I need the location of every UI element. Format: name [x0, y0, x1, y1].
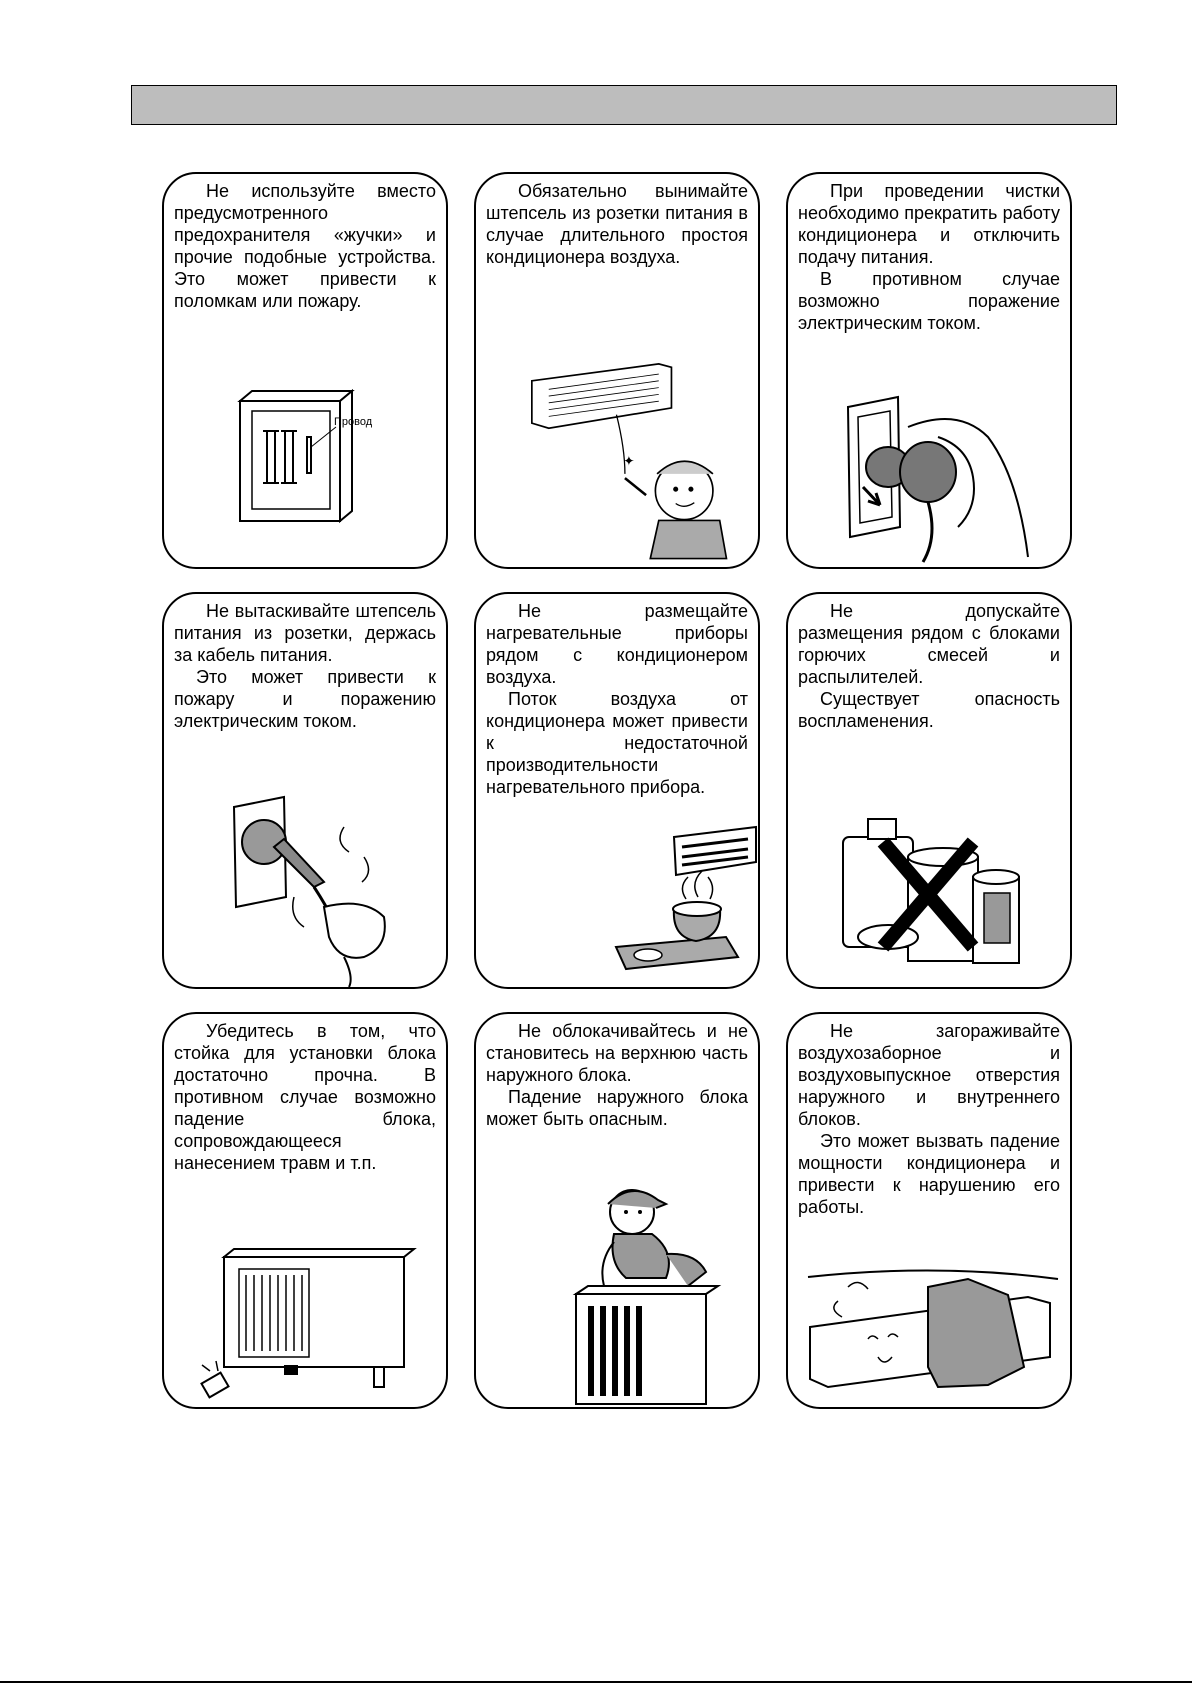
warning-card-cleaning — [786, 172, 1072, 569]
warning-card-unplug-idle — [474, 172, 760, 569]
warning-card-blocking — [786, 1012, 1072, 1409]
child-on-outdoor-unit-icon — [476, 1182, 760, 1407]
svg-text:✦: ✦ — [623, 453, 635, 469]
card-paragraph: Существует опасность воспламенения. — [798, 689, 1060, 731]
warning-card-heater — [474, 592, 760, 989]
warning-card-flammable — [786, 592, 1072, 989]
card-text — [174, 600, 436, 732]
warnings-grid — [162, 172, 1072, 1409]
card-paragraph: В противном случае возможно поражение электрическим током. — [798, 269, 1060, 333]
card-text — [174, 180, 436, 312]
outdoor-unit-falling-icon — [164, 1237, 448, 1407]
blocked-indoor-unit-icon — [788, 1257, 1072, 1407]
card-text — [486, 600, 748, 798]
card-paragraph: Не используйте вместо предусмотренного предохранителя «жучки» и прочие подобные устройства. Это может привести к поломкам или пожару. — [174, 181, 436, 311]
pulling-cord-icon — [164, 787, 448, 987]
card-text — [486, 180, 748, 268]
card-paragraph: Не размещайте нагревательные приборы рядом с кондиционером воздуха. — [486, 601, 748, 687]
flammable-cans-crossed-icon — [788, 797, 1072, 987]
card-paragraph: При проведении чистки необходимо прекратить работу кондиционера и отключить подачу питания. — [798, 181, 1060, 267]
wire-label: Провод — [334, 416, 373, 428]
warning-card-mount — [162, 1012, 448, 1409]
card-text — [798, 180, 1060, 334]
warning-card-fuse — [162, 172, 448, 569]
card-paragraph: Не допускайте размещения рядом с блоками горючих смесей и распылителей. — [798, 601, 1060, 687]
card-paragraph: Это может привести к пожару и поражению электрическим током. — [174, 667, 436, 731]
fuse-box-icon — [164, 347, 448, 567]
warning-card-climbing — [474, 1012, 760, 1409]
air-conditioner-unplug-icon — [476, 347, 760, 567]
card-text — [798, 1020, 1060, 1218]
section-header-bar — [131, 85, 1117, 125]
card-paragraph: Обязательно вынимайте штепсель из розетки питания в случае длительного простоя кондиционера воздуха. — [486, 181, 748, 267]
card-text — [174, 1020, 436, 1174]
card-text — [798, 600, 1060, 732]
card-paragraph: Не вытаскивайте штепсель питания из розетки, держась за кабель питания. — [174, 601, 436, 665]
warning-card-cord — [162, 592, 448, 989]
card-paragraph: Это может вызвать падение мощности кондиционера и привести к нарушению его работы. — [798, 1131, 1060, 1217]
page-bottom-rule — [0, 1681, 1192, 1683]
card-paragraph: Поток воздуха от кондиционера может привести к недостаточной производительности нагревательного прибора. — [486, 689, 748, 797]
card-paragraph: Убедитесь в том, что стойка для установки блока достаточно прочна. В противном случае возможно падение блока, сопровождающееся нанесением травм и т.п. — [174, 1021, 436, 1173]
card-paragraph: Не загораживайте воздухозаборное и воздуховыпускное отверстия наружного и внутреннего блоков. — [798, 1021, 1060, 1129]
card-text — [486, 1020, 748, 1130]
card-paragraph: Падение наружного блока может быть опасным. — [486, 1087, 748, 1129]
card-paragraph: Не облокачивайтесь и не становитесь на верхнюю часть наружного блока. — [486, 1021, 748, 1085]
heater-near-ac-icon — [476, 817, 760, 987]
plug-removal-icon — [788, 377, 1072, 567]
